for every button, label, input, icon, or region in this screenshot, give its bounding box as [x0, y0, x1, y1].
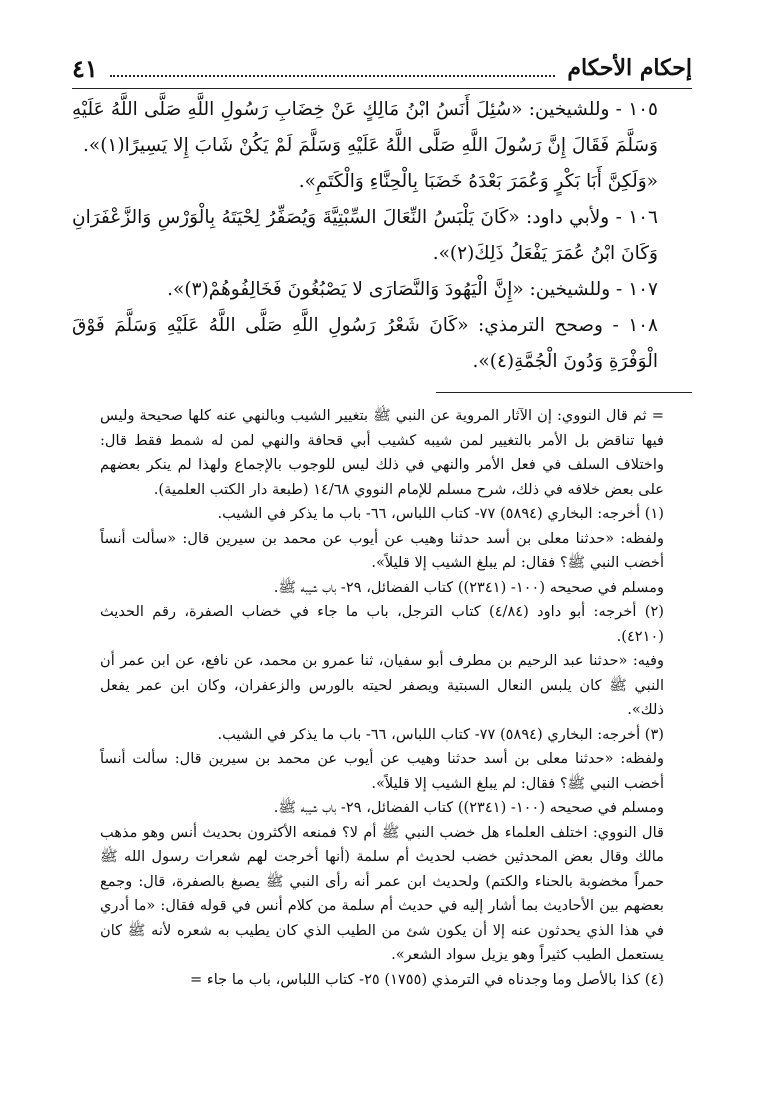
footnote-3-text: ولفظه: «حدثنا معلى بن أسد حدثنا وهيب عن أيوب عن محمد بن سيرين قال: سألت أنساً أخضب النبي ﷺ؟ فقال: لم يبلغ الشيب إلا قليلاً». — [100, 750, 664, 792]
footnote-1-text: ولفظه: «حدثنا معلى بن أسد حدثنا وهيب عن أيوب عن محمد بن سيرين قال: «سألت أنساً أخضب النبي ﷺ؟ فقال: لم يبلغ الشيب إلا قليلاً». — [100, 529, 664, 571]
footnote-4: (٤) كذا بالأصل وما وجدناه في الترمذي (١٧٥٥) ٢٥- كتاب اللباس، باب ما جاء = — [189, 970, 664, 988]
footnote-3-nawawi: قال النووي: اختلف العلماء هل خضب النبي ﷺ أم لا؟ فمنعه الأكثرون بحديث أنس وهو مذهب مالك وقال بعض المحدثين خضب لحديث أم سلمة (أنها أخرجت لهم شعرات رسول الله ﷺ حمراً مخضوبة بالحناء والكتم) ولحديث ابن عمر أنه رأى النبي ﷺ يصبغ بالصفرة، قال: وجمع بعضهم بين الأحاديث بما أشار إليه في حديث أم سلمة من كلام أنس في قوله فقال: «ما أدري في هذا الذي يحدثون عنه إلا أن يكون شئ من الطيب الذي كان يطيب به شعره لأنه ﷺ كان يستعمل الطيب كثيراً وهو يزيل سواد الشعر». — [100, 823, 664, 963]
footnote-1: (١) أخرجه: البخاري (٥٨٩٤) ٧٧- كتاب اللباس، ٦٦- باب ما يذكر في الشيب. — [217, 505, 664, 522]
hadith-text — [72, 92, 692, 380]
hadith-106: ١٠٦ - ولأبي داود: «كَانَ يَلْبَسُ النِّعَالَ السِّبْتِيَّةَ وَيُصَفِّرُ لِحْيَتَهُ بِالْوَرْسِ وَالزَّعْفَرَانِ وَكَانَ ابْنُ عُمَرَ يَفْعَلُ ذَلِكَ(٢)». — [72, 207, 658, 264]
footnote-3-muslim: ومسلم في صحيحه (١٠٠- (٢٣٤١)) كتاب الفضائل، ٢٩- باب شيبه ﷺ. — [273, 799, 664, 816]
hadith-108: ١٠٨ - وصحح الترمذي: «كَانَ شَعْرُ رَسُولِ اللَّهِ صَلَّى اللَّهُ عَلَيْهِ وَسَلَّمَ فَوْقَ الْوَفْرَةِ وَدُونَ الْجُمَّةِ(٤)». — [72, 315, 658, 372]
footnote-2-text: وفيه: «حدثنا عبد الرحيم بن مطرف أبو سفيان، ثنا عمرو بن محمد، عن نافع، عن ابن عمر أن النبي ﷺ كان يلبس النعال السبتية ويصفر لحيته بالورس والزعفران، وكان ابن عمر يفعل ذلك». — [100, 652, 664, 718]
footnote-1-muslim: ومسلم في صحيحه (١٠٠- (٢٣٤١)) كتاب الفضائل، ٢٩- باب شيبه ﷺ. — [273, 578, 664, 596]
hadith-105: ١٠٥ - وللشيخين: «سُئِلَ أَنَسُ ابْنُ مَالِكٍ عَنْ خِضَابِ رَسُولِ اللَّهِ صَلَّى اللَّهُ عَلَيْهِ وَسَلَّمَ فَقَالَ إِنَّ رَسُولَ اللَّهِ صَلَّى اللَّهُ عَلَيْهِ وَسَلَّمَ لَمْ يَكُنْ شَابَ إِلا يَسِيرًا(١)». — [72, 99, 658, 156]
header-dot-leader — [110, 75, 556, 77]
footnotes — [100, 404, 692, 992]
footnote-separator — [436, 392, 692, 393]
running-title: إحكام الأحكام — [567, 55, 692, 81]
footnote-2: (٢) أخرجه: أبو داود (٤/٨٤) كتاب الترجل، باب ما جاء في خضاب الصفرة، رقم الحديث (٤٢١٠). — [100, 603, 664, 645]
hadith-105-continuation: «وَلَكِنَّ أَبَا بَكْرٍ وَعُمَرَ بَعْدَهُ خَضَبَا بِالْحِنَّاءِ وَالْكَتَمِ». — [298, 171, 658, 192]
page-number: ٤١ — [72, 53, 98, 83]
hadith-107: ١٠٧ - وللشيخين: «إِنَّ الْيَهُودَ وَالنَّصَارَى لا يَصْبُغُونَ فَخَالِفُوهُمْ(٣)». — [167, 279, 658, 300]
footnote-continuation: = ثم قال النووي: إن الآثار المروية عن النبي ﷺ بتغيير الشيب وبالنهي عنه كلها صحيحة وليس فيها تناقض بل الأمر بالتغيير لمن شيبه كشيب أبي قحافة والنهي لمن له شمط فقط قال: واختلاف السلف في فعل الأمر والنهي في ذلك ليس للوجوب بالإجماع ولهذا لم ينكر بعضهم على بعض خلافه في ذلك، شرح مسلم للإمام النووي ١٤/٦٨ (طبعة دار الكتب العلمية). — [100, 407, 664, 498]
page-header — [72, 48, 692, 89]
footnote-3: (٣) أخرجه: البخاري (٥٨٩٤) ٧٧- كتاب اللباس، ٦٦- باب ما يذكر في الشيب. — [217, 725, 664, 743]
